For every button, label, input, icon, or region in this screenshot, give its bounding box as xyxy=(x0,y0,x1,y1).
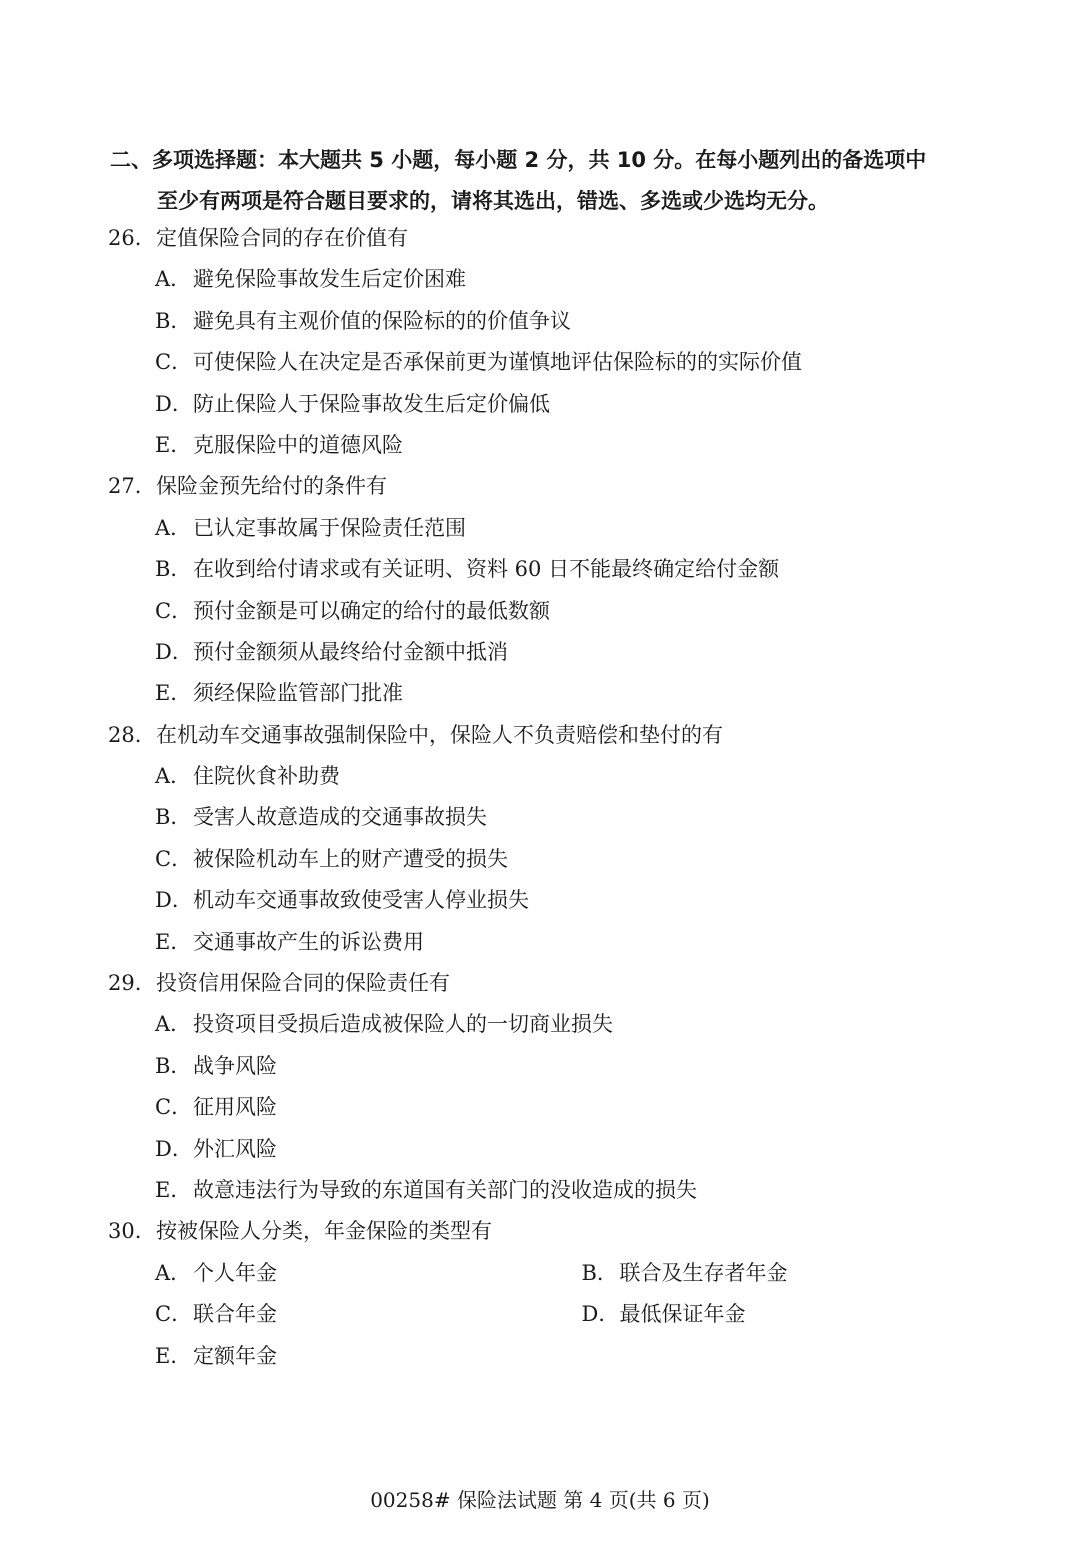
option-e xyxy=(108,1170,1008,1211)
option-letter: E． xyxy=(155,681,192,706)
option-text: 预付金额是可以确定的给付的最低数额 xyxy=(193,598,550,623)
question-27 xyxy=(108,466,1008,714)
option-text: 战争风险 xyxy=(193,1053,277,1078)
question-stem xyxy=(108,715,1008,756)
option-text: 机动车交通事故致使受害人停业损失 xyxy=(193,888,529,913)
question-text: 定值保险合同的存在价值有 xyxy=(156,226,408,250)
option-e xyxy=(108,425,1008,466)
option-letter: A． xyxy=(155,764,192,789)
option-text: 外汇风险 xyxy=(193,1136,277,1161)
option-letter: A． xyxy=(155,1012,192,1037)
option-row xyxy=(108,1294,1008,1335)
question-28 xyxy=(108,715,1008,963)
option-letter: D． xyxy=(155,1136,193,1161)
option-letter: D． xyxy=(155,888,193,913)
option-text: 定额年金 xyxy=(193,1343,277,1368)
option-text: 故意违法行为导致的东道国有关部门的没收造成的损失 xyxy=(193,1177,697,1202)
option-e xyxy=(108,922,1008,963)
option-letter: C． xyxy=(155,846,193,871)
option-letter: B． xyxy=(155,1053,192,1078)
question-stem xyxy=(108,963,1008,1004)
option-b xyxy=(108,797,1008,838)
option-text: 预付金额须从最终给付金额中抵消 xyxy=(193,639,508,664)
option-letter: B． xyxy=(155,557,192,582)
question-text: 保险金预先给付的条件有 xyxy=(156,474,387,499)
question-30 xyxy=(108,1211,1008,1377)
section-instructions-line1: 二、多项选择题：本大题共 5 小题，每小题 2 分，共 10 分。在每小题列出的备选项中 xyxy=(110,148,927,172)
question-number: 30. xyxy=(108,1219,142,1244)
option-letter: C． xyxy=(155,598,193,623)
question-list xyxy=(108,218,1008,1377)
option-c xyxy=(108,342,1008,383)
option-d xyxy=(108,1129,1008,1170)
question-number: 28. xyxy=(108,722,142,747)
option-letter: C． xyxy=(155,350,193,375)
option-letter: D． xyxy=(155,391,193,416)
option-text: 避免具有主观价值的保险标的的价值争议 xyxy=(193,308,571,333)
option-text: 须经保险监管部门批准 xyxy=(193,681,403,706)
section-instructions-line2: 至少有两项是符合题目要求的，请将其选出，错选、多选或少选均无分。 xyxy=(157,189,829,213)
option-b xyxy=(108,301,1008,342)
option-letter: E． xyxy=(155,432,192,457)
option-letter: E． xyxy=(155,1177,192,1202)
page-footer: 00258# 保险法试题 第 4 页(共 6 页) xyxy=(370,1488,710,1512)
option-c xyxy=(108,591,1008,632)
option-text: 被保险机动车上的财产遭受的损失 xyxy=(193,846,508,871)
option-letter: B． xyxy=(155,308,192,333)
section-instructions xyxy=(110,140,990,222)
option-letter: B． xyxy=(581,1260,618,1285)
option-a xyxy=(108,508,1008,549)
option-b xyxy=(108,1046,1008,1087)
option-text: 投资项目受损后造成被保险人的一切商业损失 xyxy=(193,1012,613,1037)
question-number: 26. xyxy=(108,226,142,250)
option-text: 住院伙食补助费 xyxy=(193,764,340,789)
option-a xyxy=(155,1253,582,1294)
option-c xyxy=(108,1087,1008,1128)
option-letter: D． xyxy=(581,1302,620,1327)
option-text: 可使保险人在决定是否承保前更为谨慎地评估保险标的的实际价值 xyxy=(193,350,802,375)
option-text: 在收到给付请求或有关证明、资料 60 日不能最终确定给付金额 xyxy=(193,557,780,582)
option-a xyxy=(108,259,1008,300)
option-text: 个人年金 xyxy=(193,1260,277,1285)
option-a xyxy=(108,756,1008,797)
option-letter: A． xyxy=(155,1260,192,1285)
option-text: 联合年金 xyxy=(193,1302,277,1327)
question-29 xyxy=(108,963,1008,1211)
option-text: 征用风险 xyxy=(193,1095,277,1120)
option-a xyxy=(108,1004,1008,1045)
question-number: 27. xyxy=(108,474,142,499)
option-text: 联合及生存者年金 xyxy=(619,1260,788,1285)
option-d xyxy=(108,384,1008,425)
option-text: 受害人故意造成的交通事故损失 xyxy=(193,805,487,830)
option-letter: A． xyxy=(155,515,192,540)
question-26 xyxy=(108,218,1008,466)
option-text: 避免保险事故发生后定价困难 xyxy=(193,267,466,292)
option-e xyxy=(108,1336,1008,1377)
option-c xyxy=(155,1294,582,1335)
option-text: 交通事故产生的诉讼费用 xyxy=(193,929,424,954)
question-stem xyxy=(108,218,1008,259)
option-letter: E． xyxy=(155,929,192,954)
question-text: 投资信用保险合同的保险责任有 xyxy=(156,971,450,996)
option-text: 已认定事故属于保险责任范围 xyxy=(193,515,466,540)
option-letter: B． xyxy=(155,805,192,830)
option-letter: A． xyxy=(155,267,192,292)
option-c xyxy=(108,839,1008,880)
question-stem xyxy=(108,1211,1008,1252)
question-number: 29. xyxy=(108,971,142,996)
option-letter: C． xyxy=(155,1095,193,1120)
option-d xyxy=(108,632,1008,673)
option-e xyxy=(108,673,1008,714)
option-text: 最低保证年金 xyxy=(619,1302,746,1327)
option-row xyxy=(108,1253,1008,1294)
question-text: 按被保险人分类，年金保险的类型有 xyxy=(156,1219,492,1244)
question-stem xyxy=(108,466,1008,507)
option-text: 克服保险中的道德风险 xyxy=(193,432,403,457)
option-letter: E． xyxy=(155,1343,192,1368)
option-letter: D． xyxy=(155,639,193,664)
option-b xyxy=(582,1253,1009,1294)
option-d xyxy=(108,880,1008,921)
question-text: 在机动车交通事故强制保险中，保险人不负责赔偿和垫付的有 xyxy=(156,722,723,747)
option-d xyxy=(582,1294,1009,1335)
option-letter: C． xyxy=(155,1302,193,1327)
option-b xyxy=(108,549,1008,590)
option-text: 防止保险人于保险事故发生后定价偏低 xyxy=(193,391,550,416)
